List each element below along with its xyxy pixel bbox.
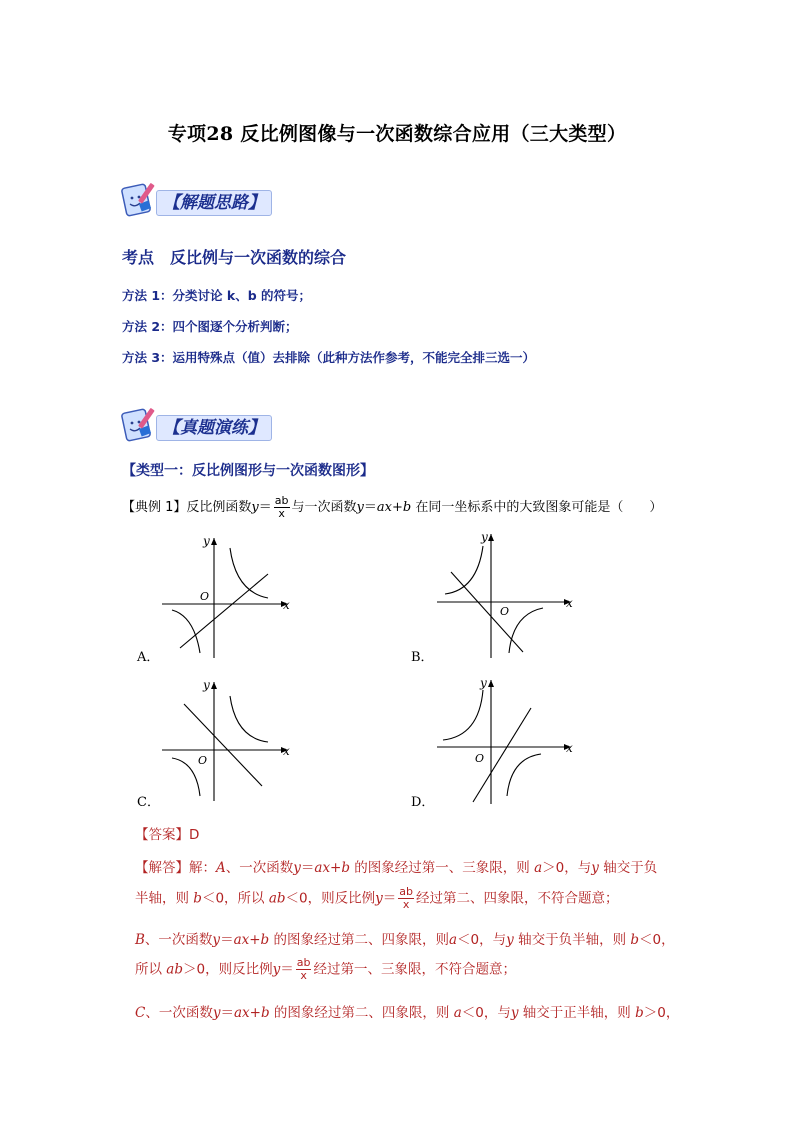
svg-text:O: O — [200, 590, 210, 603]
type1-heading: 【类型一：反比例图形与一次函数图形】 — [122, 463, 374, 479]
svg-text:y: y — [480, 676, 487, 690]
option-a-graph — [150, 528, 300, 663]
section-title-zhenti: 【真题演练】 — [156, 415, 272, 441]
fraction-ab-over-x: $\frac{ab}{x}$ — [399, 885, 414, 911]
answer-line: 【答案】D — [135, 827, 200, 843]
option-b-graph — [425, 528, 585, 663]
svg-text:O: O — [198, 754, 208, 767]
option-b-label: B． — [411, 650, 434, 665]
svg-text:x: x — [566, 741, 573, 755]
explanation-line-1: 【解答】解：A、一次函数y＝ax+b 的图象经过第一、三象限，则 a＞0，与y 轴交于负 — [135, 860, 658, 876]
svg-text:O: O — [475, 752, 485, 765]
option-d-graph — [425, 676, 585, 811]
method-2: 方法 2：四个图逐个分析判断； — [122, 319, 298, 334]
explanation-line-3: B、一次函数y＝ax+b 的图象经过第二、四象限，则a＜0，与y 轴交于负半轴，则 b＜0， — [135, 932, 675, 948]
explanation-line-5: C、一次函数y＝ax+b 的图象经过第二、四象限，则 a＜0，与y 轴交于正半轴，则 b＞0， — [135, 1005, 680, 1021]
svg-text:x: x — [283, 598, 290, 612]
section-banner-jieti — [120, 180, 320, 220]
svg-text:y: y — [203, 678, 210, 692]
notepad-pencil-icon — [120, 180, 160, 220]
option-c-label: C． — [137, 795, 160, 810]
svg-text:x: x — [283, 744, 290, 758]
method-1: 方法 1：分类讨论 k、b 的符号； — [122, 288, 312, 303]
svg-text:y: y — [481, 530, 488, 544]
svg-text:y: y — [203, 534, 210, 548]
section-banner-zhenti — [120, 405, 320, 445]
page-title: 专项28 反比例图像与一次函数综合应用（三大类型） — [167, 123, 627, 145]
explanation-line-4: 所以 ab＞0，则反比例y＝ $\frac{ab}{x}$ 经过第一、三象限，不符合题意； — [135, 956, 516, 982]
notepad-pencil-icon — [120, 405, 160, 445]
fraction-ab-over-x: $\frac{ab}{x}$ — [274, 494, 289, 520]
section-title-jieti: 【解题思路】 — [156, 190, 272, 216]
option-c-graph — [150, 676, 300, 811]
fraction-ab-over-x: $\frac{ab}{x}$ — [296, 956, 311, 982]
option-d-label: D． — [411, 795, 435, 810]
svg-text:O: O — [500, 605, 510, 618]
option-a-label: A． — [137, 650, 160, 665]
method-3: 方法 3：运用特殊点（值）去排除（此种方法作参考，不能完全排三选一） — [122, 350, 536, 365]
explanation-line-2: 半轴，则 b＜0，所以 ab＜0，则反比例y＝ $\frac{ab}{x}$ 经过第二、四象限，不符合题意； — [135, 885, 619, 911]
kaodian-heading: 考点 反比例与一次函数的综合 — [122, 248, 347, 267]
svg-text:x: x — [566, 596, 573, 610]
question-text: 【典例 1】反比例函数y＝ $\frac{ab}{x}$ 与一次函数y＝ax+b 在同一坐标系中的大致图象可能是（ ） — [122, 494, 663, 520]
